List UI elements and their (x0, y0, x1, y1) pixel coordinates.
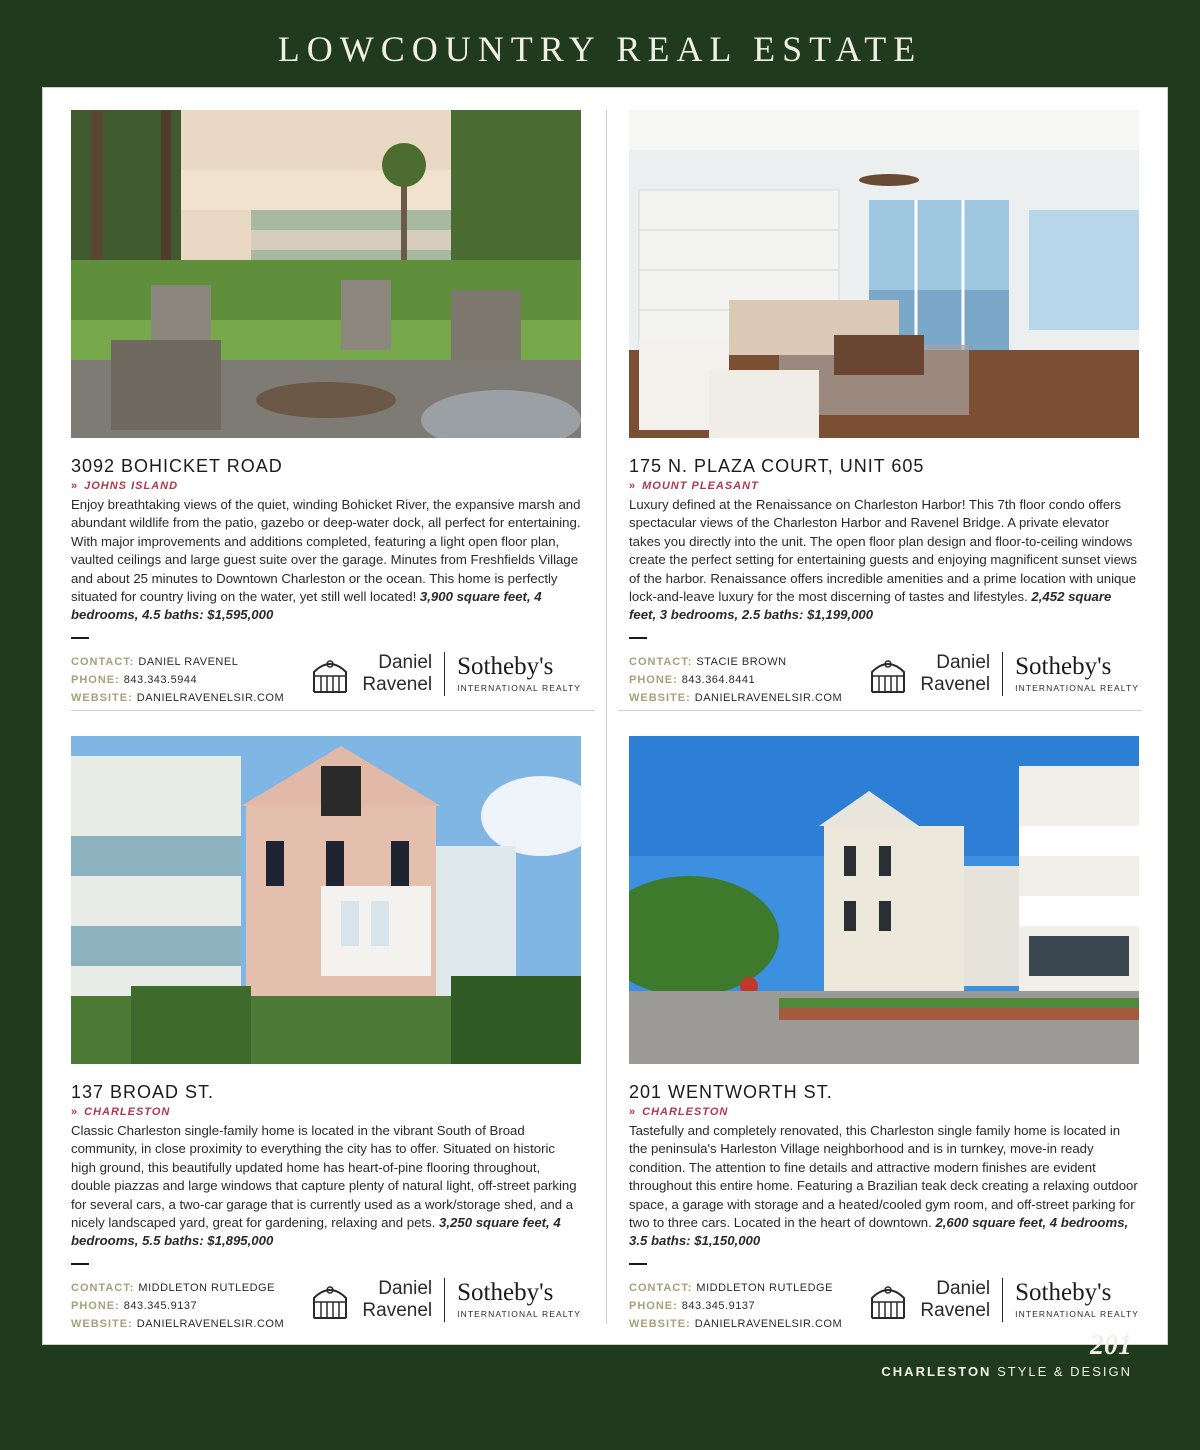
listing-address: 175 N. PLAZA COURT, UNIT 605 (629, 456, 925, 476)
listing-location-text: JOHNS ISLAND (84, 480, 179, 492)
contact-name: MIDDLETON RUTLEDGE (696, 1281, 833, 1294)
chevron-right-icon: » (71, 1106, 79, 1118)
logo-divider (1002, 1278, 1003, 1322)
brand-logo (310, 649, 581, 699)
contact-block (71, 1279, 581, 1337)
logo-divider (444, 1278, 445, 1322)
sothebys-wordmark (457, 1280, 581, 1319)
website-label: WEBSITE: (71, 691, 133, 704)
phone-label: PHONE: (629, 673, 678, 686)
contact-website[interactable]: DANIELRAVENELSIR.COM (136, 1317, 285, 1330)
brand-logo (868, 1275, 1139, 1325)
contact-block (71, 653, 581, 711)
listings-panel (42, 87, 1168, 1345)
phone-label: PHONE: (71, 1299, 120, 1312)
daniel-ravenel-wordmark (920, 1278, 990, 1322)
listing-address: 137 BROAD ST. (71, 1082, 215, 1102)
website-label: WEBSITE: (629, 691, 691, 704)
phone-label: PHONE: (71, 673, 120, 686)
brand-daniel: Daniel (936, 651, 991, 673)
listing-description (71, 1122, 581, 1251)
listing-description-text: Enjoy breathtaking views of the quiet, winding Bohicket River, the expansive marsh and abundant wildlife from the patio, gazebo or deep-water dock, all perfect for entertaining. With major improvements and additions completed, featuring a light open floor plan, vaulted ceilings and large guest suite over the garage. Minutes from Freshfields Village and about 25 minutes to Downtown Charleston or the ocean. This home is perfectly situated for country living on the water, yet still well located! (71, 497, 581, 605)
listing-description-text: Tastefully and completely renovated, this Charleston single family home is located in the peninsula's Harleston Village neighborhood and is in turnkey, move-in ready condition. The attention to fine details and attractive modern finishes are evident throughout this entire home. Featuring a Brazilian teak deck creating a relaxing outdoor space, a garage with storage and a heated/cooled gym room, and off-street parking for two to three cars. Located in the heart of downtown. (629, 1123, 1138, 1231)
brand-ravenel: Ravenel (920, 673, 991, 695)
white-townhouse-street-photo (629, 736, 1139, 1064)
website-label: WEBSITE: (629, 1317, 691, 1330)
listing-description-text: Luxury defined at the Renaissance on Charleston Harbor! This 7th floor condo offers spectacular views of the Charleston Harbor and Ravenel Bridge. A private elevator takes you directly into the unit. The open floor plan design and floor-to-ceiling windows create the perfect setting for entertaining guests and enjoying magnificent sunset views of the harbor. Renaissance offers incredible amenities and a prime location with unique lock-and-leave luxury for the most discerning of tastes and lifestyles. (629, 497, 1138, 605)
contact-label: CONTACT: (629, 1281, 693, 1294)
page-number: 201 (1090, 1330, 1132, 1361)
listing-description (71, 496, 581, 625)
brand-daniel: Daniel (378, 651, 433, 673)
listing-card (71, 736, 581, 1337)
brand-logo (310, 1275, 581, 1325)
contact-phone[interactable]: 843.343.5944 (123, 673, 198, 686)
brand-daniel: Daniel (936, 1277, 991, 1299)
short-rule (71, 1263, 89, 1265)
website-label: WEBSITE: (71, 1317, 133, 1330)
magazine-name-rest: STYLE & DESIGN (997, 1364, 1132, 1379)
contact-block (629, 1279, 1139, 1337)
contact-label: CONTACT: (71, 1281, 135, 1294)
contact-label: CONTACT: (71, 655, 135, 668)
contact-website[interactable]: DANIELRAVENELSIR.COM (136, 691, 285, 704)
contact-name: MIDDLETON RUTLEDGE (138, 1281, 275, 1294)
listing-specs: 2,452 square feet, 3 bedrooms, 2.5 baths: $1,199,000 (629, 589, 1112, 623)
listing-specs: 3,900 square feet, 4 bedrooms, 4.5 baths: $1,595,000 (71, 589, 542, 623)
brand-sothebys: Sotheby's (457, 653, 554, 681)
column-divider (606, 110, 607, 1324)
listing-card (629, 110, 1139, 711)
brand-sothebys: Sotheby's (457, 1279, 554, 1307)
listing-description-text: Classic Charleston single-family home is located in the vibrant South of Broad community, in close proximity to everything the city has to offer. Situated on historic high ground, this beautifully updated home has heart-of-pine flooring throughout, double piazzas and large windows that capture plenty of natural light, off-street parking for several cars, a two-car garage that is currently used as a work/storage shed, and a nicely landscaped yard, great for gardening, relaxing and pets. (71, 1123, 577, 1231)
contact-label: CONTACT: (629, 655, 693, 668)
iron-gate-logo-icon (310, 654, 350, 694)
brand-ravenel: Ravenel (362, 673, 433, 695)
listing-specs: 3,250 square feet, 4 bedrooms, 5.5 baths: $1,895,000 (71, 1215, 561, 1249)
outdoor-patio-marsh-photo (71, 110, 581, 438)
brand-ravenel: Ravenel (362, 1299, 433, 1321)
brand-logo (868, 649, 1139, 699)
listing-specs: 2,600 square feet, 4 bedrooms, 3.5 baths: $1,150,000 (629, 1215, 1129, 1249)
listing-location-text: CHARLESTON (642, 1106, 729, 1118)
iron-gate-logo-icon (310, 1280, 350, 1320)
brand-sothebys-sub: INTERNATIONAL REALTY (1015, 1309, 1139, 1320)
listing-location (629, 480, 1139, 492)
contact-phone[interactable]: 843.345.9137 (681, 1299, 756, 1312)
contact-name: STACIE BROWN (696, 655, 787, 668)
chevron-right-icon: » (629, 480, 637, 492)
listing-location-text: CHARLESTON (84, 1106, 171, 1118)
condo-living-room-photo (629, 110, 1139, 438)
listing-address: 201 WENTWORTH ST. (629, 1082, 833, 1102)
contact-block (629, 653, 1139, 711)
contact-phone[interactable]: 843.364.8441 (681, 673, 756, 686)
chevron-right-icon: » (71, 480, 79, 492)
logo-divider (444, 652, 445, 696)
contact-website[interactable]: DANIELRAVENELSIR.COM (694, 691, 843, 704)
logo-divider (1002, 652, 1003, 696)
contact-name: DANIEL RAVENEL (138, 655, 239, 668)
listing-description (629, 496, 1139, 625)
short-rule (629, 1263, 647, 1265)
listing-location (71, 480, 581, 492)
daniel-ravenel-wordmark (362, 1278, 432, 1322)
brand-sothebys-sub: INTERNATIONAL REALTY (457, 1309, 581, 1320)
brand-sothebys-sub: INTERNATIONAL REALTY (1015, 683, 1139, 694)
magazine-footer (881, 1364, 1132, 1379)
listing-card (71, 110, 581, 711)
iron-gate-logo-icon (868, 654, 908, 694)
brand-sothebys-sub: INTERNATIONAL REALTY (457, 683, 581, 694)
magazine-name-bold: CHARLESTON (881, 1364, 992, 1379)
sothebys-wordmark (1015, 1280, 1139, 1319)
brand-ravenel: Ravenel (920, 1299, 991, 1321)
sothebys-wordmark (457, 654, 581, 693)
contact-website[interactable]: DANIELRAVENELSIR.COM (694, 1317, 843, 1330)
page-title: LOWCOUNTRY REAL ESTATE (277, 29, 923, 69)
chevron-right-icon: » (629, 1106, 637, 1118)
pink-victorian-house-photo (71, 736, 581, 1064)
contact-phone[interactable]: 843.345.9137 (123, 1299, 198, 1312)
listing-address: 3092 BOHICKET ROAD (71, 456, 283, 476)
daniel-ravenel-wordmark (362, 652, 432, 696)
brand-daniel: Daniel (378, 1277, 433, 1299)
brand-sothebys: Sotheby's (1015, 653, 1112, 681)
brand-sothebys: Sotheby's (1015, 1279, 1112, 1307)
listing-card (629, 736, 1139, 1337)
listing-location (71, 1106, 581, 1118)
iron-gate-logo-icon (868, 1280, 908, 1320)
daniel-ravenel-wordmark (920, 652, 990, 696)
listing-location-text: MOUNT PLEASANT (642, 480, 759, 492)
sothebys-wordmark (1015, 654, 1139, 693)
phone-label: PHONE: (629, 1299, 678, 1312)
short-rule (71, 637, 89, 639)
listing-location (629, 1106, 1139, 1118)
listing-description (629, 1122, 1139, 1251)
short-rule (629, 637, 647, 639)
